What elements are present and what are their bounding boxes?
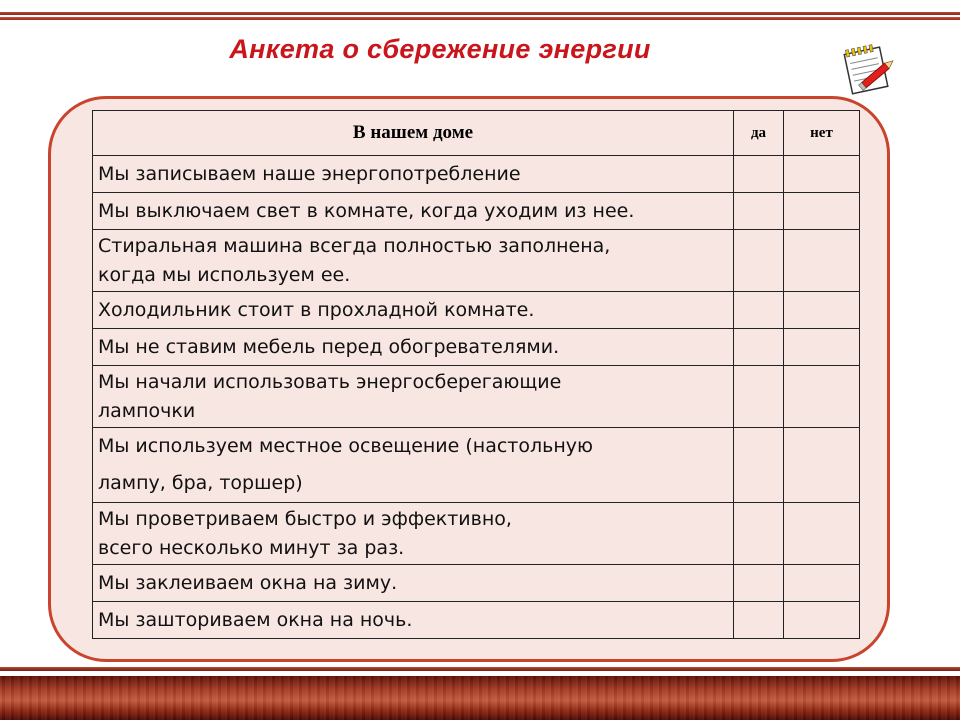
- question-cell: [93, 428, 734, 503]
- question-cell: [93, 329, 734, 366]
- answer-yes-cell[interactable]: [734, 366, 784, 428]
- header-no: нет: [784, 111, 860, 156]
- answer-yes-cell[interactable]: [734, 230, 784, 292]
- question-text-line: Мы проветриваем быстро и эффективно,: [98, 507, 512, 530]
- question-text-line: Мы используем местное освещение (настольную: [98, 435, 594, 457]
- answer-no-cell[interactable]: [784, 503, 860, 565]
- answer-no-cell[interactable]: [784, 366, 860, 428]
- answer-yes-cell[interactable]: [734, 503, 784, 565]
- bottom-decorative-band: [0, 676, 960, 720]
- answer-yes-cell[interactable]: [734, 292, 784, 329]
- question-text-line: лампу, бра, торшер): [98, 472, 303, 494]
- answer-yes-cell[interactable]: [734, 156, 784, 193]
- top-decorative-band: [0, 0, 960, 30]
- survey-table: [92, 110, 860, 639]
- table-row: [93, 292, 860, 329]
- table-row: [93, 156, 860, 193]
- table-row: [93, 503, 860, 565]
- answer-no-cell[interactable]: [784, 602, 860, 639]
- answer-no-cell[interactable]: [784, 156, 860, 193]
- header-question: В нашем доме: [93, 111, 734, 156]
- question-text-line: Мы выключаем свет в комнате, когда уходим из нее.: [98, 199, 635, 222]
- answer-no-cell[interactable]: [784, 565, 860, 602]
- question-cell: [93, 230, 734, 292]
- table-header-row: [93, 111, 860, 156]
- bottom-thin-band: [0, 667, 960, 671]
- table-row: [93, 193, 860, 230]
- question-text-line: Стиральная машина всегда полностью заполнена,: [98, 234, 611, 257]
- question-cell: [93, 503, 734, 565]
- answer-no-cell[interactable]: [784, 428, 860, 503]
- question-text-line: Мы начали использовать энергосберегающие: [98, 370, 562, 393]
- header-yes: да: [734, 111, 784, 156]
- question-cell: [93, 602, 734, 639]
- answer-yes-cell[interactable]: [734, 193, 784, 230]
- answer-yes-cell[interactable]: [734, 329, 784, 366]
- question-cell: [93, 193, 734, 230]
- question-text-line: всего несколько минут за раз.: [98, 536, 405, 559]
- question-text-line: лампочки: [98, 399, 196, 422]
- question-cell: [93, 565, 734, 602]
- table-row: [93, 602, 860, 639]
- question-cell: [93, 292, 734, 329]
- question-text-line: Мы зашториваем окна на ночь.: [98, 608, 413, 631]
- answer-yes-cell[interactable]: [734, 565, 784, 602]
- question-cell: [93, 366, 734, 428]
- question-text-line: Холодильник стоит в прохладной комнате.: [98, 298, 535, 321]
- answer-yes-cell[interactable]: [734, 428, 784, 503]
- slide-title: Анкета о сбережение энергии: [229, 34, 651, 64]
- question-text-line: Мы заклеиваем окна на зиму.: [98, 571, 398, 594]
- table-row: [93, 428, 860, 503]
- question-cell: [93, 156, 734, 193]
- table-row: [93, 329, 860, 366]
- answer-no-cell[interactable]: [784, 329, 860, 366]
- answer-no-cell[interactable]: [784, 292, 860, 329]
- table-row: [93, 366, 860, 428]
- answer-yes-cell[interactable]: [734, 602, 784, 639]
- table-row: [93, 230, 860, 292]
- question-text-line: Мы не ставим мебель перед обогревателями.: [98, 335, 560, 358]
- answer-no-cell[interactable]: [784, 193, 860, 230]
- notepad-pencil-icon: [838, 40, 898, 100]
- question-text-line: когда мы используем ее.: [98, 263, 351, 286]
- answer-no-cell[interactable]: [784, 230, 860, 292]
- table-row: [93, 565, 860, 602]
- question-text-line: Мы записываем наше энергопотребление: [98, 162, 521, 185]
